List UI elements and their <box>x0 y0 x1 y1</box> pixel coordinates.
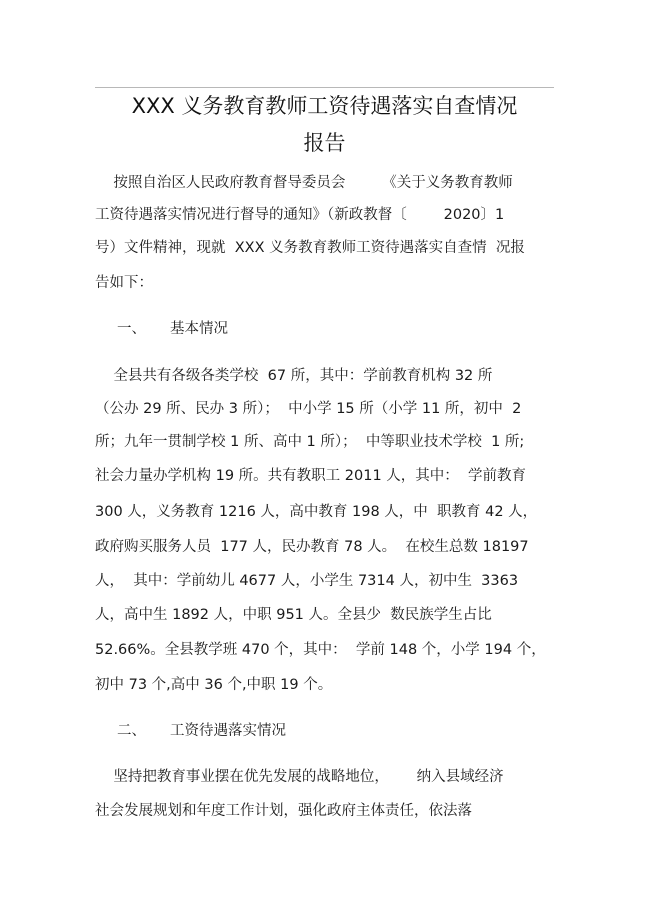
top-divider <box>95 87 554 88</box>
section-1-line: 社会力量办学机构 19 所。共有教职工 2011 人，其中： 学前教育 <box>95 468 527 484</box>
section-2-title: 工资待遇落实情况 <box>170 723 286 739</box>
section-1-number: 一、 <box>117 321 146 337</box>
section-1-line: 全县共有各级各类学校 67 所，其中：学前教育机构 32 所 <box>95 368 493 384</box>
section-1-line: 所；九年一贯制学校 1 所、高中 1 所）； 中等职业技术学校 1 所; <box>95 434 525 450</box>
section-2-line: 坚持把教育事业摆在优先发展的战略地位， 纳入县域经济 <box>95 769 504 785</box>
section-1-line: 初中 73 个,高中 36 个,中职 19 个。 <box>95 677 333 693</box>
section-1-line: 政府购买服务人员 177 人，民办教育 78 人。 在校生总数 18197 <box>95 539 529 555</box>
document-title-line-2: 报告 <box>303 131 346 155</box>
intro-line: 告如下： <box>95 275 153 291</box>
section-2-line: 社会发展规划和年度工作计划，强化政府主体责任，依法落 <box>95 803 472 819</box>
section-1-line: （公办 29 所、民办 3 所）； 中小学 15 所（小学 11 所，初中 2 <box>95 401 522 417</box>
section-1-line: 52.66%。全县教学班 470 个，其中： 学前 148 个，小学 194 个， <box>95 642 546 658</box>
section-1-title: 基本情况 <box>170 321 228 337</box>
section-1-line: 人， 其中：学前幼儿 4677 人，小学生 7314 人，初中生 3363 <box>95 573 519 589</box>
section-2-number: 二、 <box>117 723 146 739</box>
intro-line: 工资待遇落实情况进行督导的通知》（新政教督〔 2020〕1 <box>95 207 505 223</box>
section-1-line: 300 人，义务教育 1216 人，高中教育 198 人，中 职教育 42 人， <box>95 504 538 520</box>
document-title-line-1: XXX 义务教育教师工资待遇落实自查情况 <box>131 94 518 118</box>
section-1-line: 人，高中生 1892 人，中职 951 人。全县少 数民族学生占比 <box>95 607 492 623</box>
intro-line: 按照自治区人民政府教育督导委员会 《关于义务教育教师 <box>95 175 513 191</box>
intro-line: 号）文件精神，现就 XXX 义务教育教师工资待遇落实自查情 况报 <box>95 240 525 256</box>
